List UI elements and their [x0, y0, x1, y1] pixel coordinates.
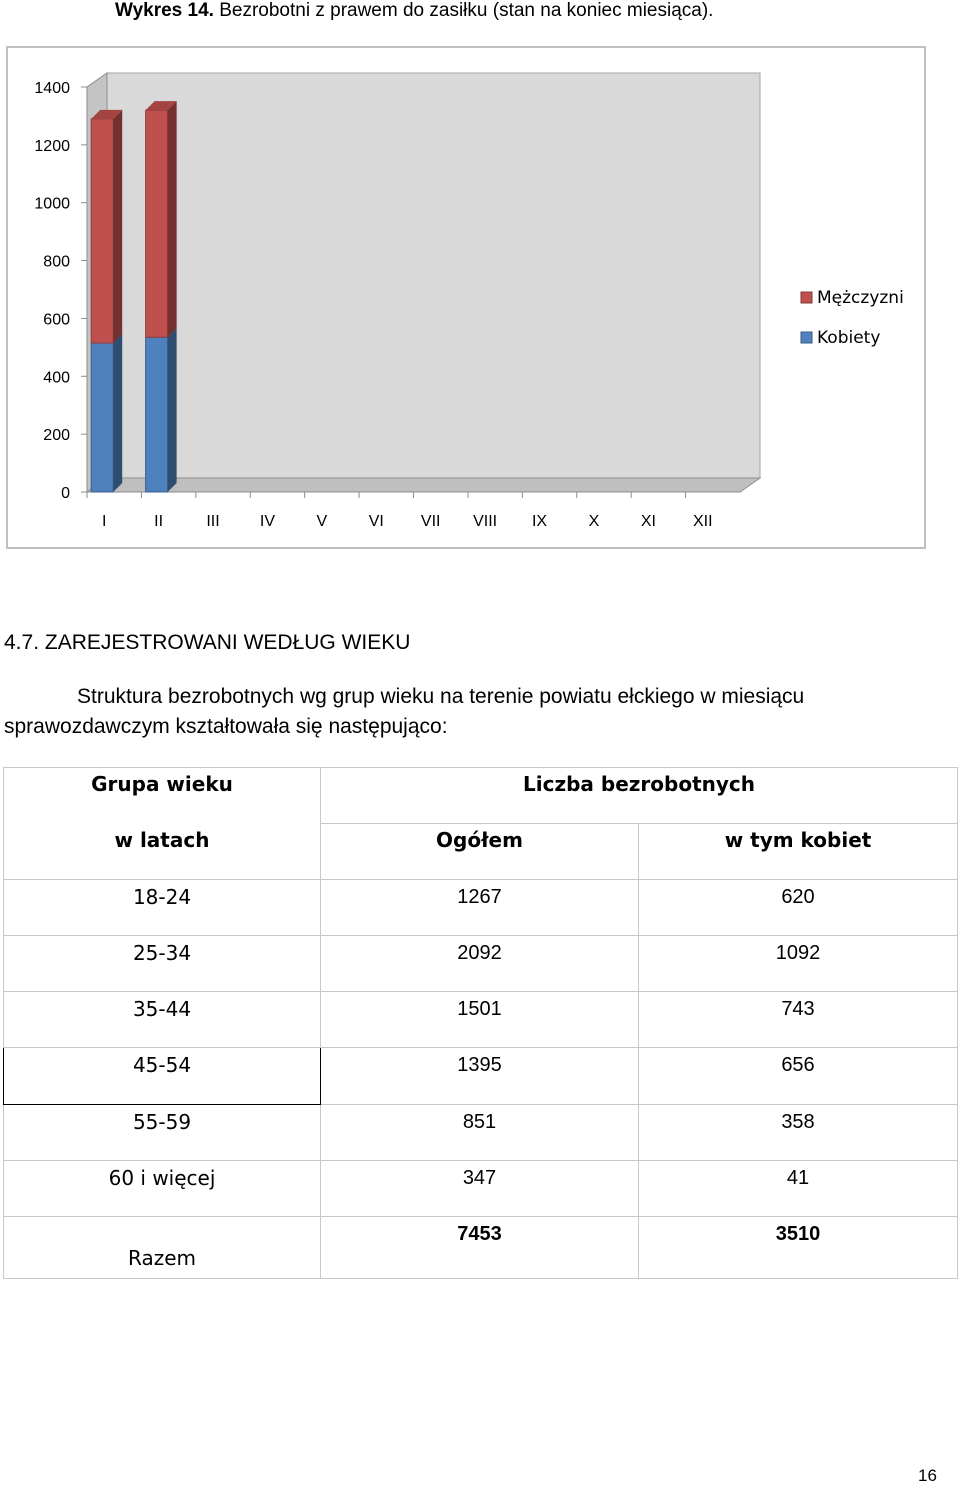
legend-label: Mężczyzni [817, 288, 904, 308]
x-tick-label: XII [693, 513, 713, 530]
table-total-row [4, 1217, 958, 1279]
women-cell: 620 [639, 880, 958, 936]
total-cell: 1501 [321, 992, 639, 1048]
total-label-cell: Razem [4, 1217, 321, 1279]
table-row [4, 936, 958, 992]
bar-Mężczyzni [146, 110, 168, 337]
bar-side-Kobiety [113, 334, 122, 492]
page-number: 16 [918, 1466, 937, 1485]
total-cell: 1267 [321, 880, 639, 936]
x-tick-label: V [316, 513, 328, 530]
section-heading: 4.7. ZAREJESTROWANI WEDŁUG WIEKU [4, 631, 411, 654]
x-tick-label: IV [259, 513, 276, 530]
x-tick-label: III [206, 513, 220, 530]
header-age-years: w latach [4, 824, 321, 880]
women-cell: 41 [639, 1161, 958, 1217]
legend-swatch [801, 292, 812, 303]
chart-back-wall [107, 73, 760, 478]
chart-floor [87, 478, 760, 492]
table-row [4, 1161, 958, 1217]
y-tick-label: 200 [43, 427, 70, 445]
table-row [4, 1048, 958, 1105]
section-paragraph: Struktura bezrobotnych wg grup wieku na terenie powiatu ełckiego w miesiącu sprawozdawczym kształtowała się następująco: [4, 685, 805, 738]
x-tick-label: X [588, 513, 600, 530]
chart-caption-text: Bezrobotni z prawem do zasiłku (stan na koniec miesiąca). [219, 0, 714, 21]
header-unemployed-count: Liczba bezrobotnych [321, 768, 958, 824]
y-tick-label: 1200 [34, 137, 70, 155]
bar-chart [0, 0, 960, 560]
header-age-group: Grupa wieku [4, 768, 321, 824]
x-tick-label: VII [420, 513, 441, 530]
age-cell: 18-24 [4, 880, 321, 936]
bar-side-Mężczyzni [113, 110, 122, 343]
age-cell: 55-59 [4, 1105, 321, 1161]
table-row [4, 880, 958, 936]
x-tick-label: II [154, 513, 164, 530]
bar-Kobiety [91, 343, 113, 492]
y-tick-label: 800 [43, 253, 70, 271]
y-tick-label: 400 [43, 369, 70, 387]
grand-total-women-cell: 3510 [639, 1217, 958, 1279]
total-cell: 1395 [321, 1048, 639, 1105]
women-cell: 656 [639, 1048, 958, 1105]
total-cell: 347 [321, 1161, 639, 1217]
bar-side-Mężczyzni [168, 101, 177, 337]
women-cell: 743 [639, 992, 958, 1048]
legend-label: Kobiety [817, 328, 881, 348]
chart-caption-label: Wykres 14. [115, 0, 214, 21]
total-cell: 851 [321, 1105, 639, 1161]
total-cell: 2092 [321, 936, 639, 992]
table-row [4, 992, 958, 1048]
bar-Mężczyzni [91, 119, 113, 343]
bar-Kobiety [146, 337, 168, 492]
women-cell: 1092 [639, 936, 958, 992]
women-cell: 358 [639, 1105, 958, 1161]
y-tick-label: 1400 [34, 80, 70, 97]
header-women: w tym kobiet [639, 824, 958, 880]
header-total: Ogółem [321, 824, 639, 880]
y-tick-label: 0 [61, 485, 70, 502]
x-tick-label: XI [640, 513, 656, 530]
x-tick-label: IX [531, 513, 548, 530]
legend-swatch [801, 332, 812, 343]
age-cell: 60 i więcej [4, 1161, 321, 1217]
bar-side-Kobiety [168, 328, 177, 492]
age-cell: 45-54 [4, 1048, 321, 1105]
x-tick-label: VI [368, 513, 384, 530]
age-cell: 25-34 [4, 936, 321, 992]
x-tick-label: I [101, 513, 107, 530]
y-tick-label: 600 [43, 311, 70, 329]
age-cell: 35-44 [4, 992, 321, 1048]
grand-total-cell: 7453 [321, 1217, 639, 1279]
x-tick-label: VIII [473, 513, 498, 530]
table-row [4, 1105, 958, 1161]
y-tick-label: 1000 [34, 195, 70, 213]
age-structure-table [3, 767, 958, 1279]
